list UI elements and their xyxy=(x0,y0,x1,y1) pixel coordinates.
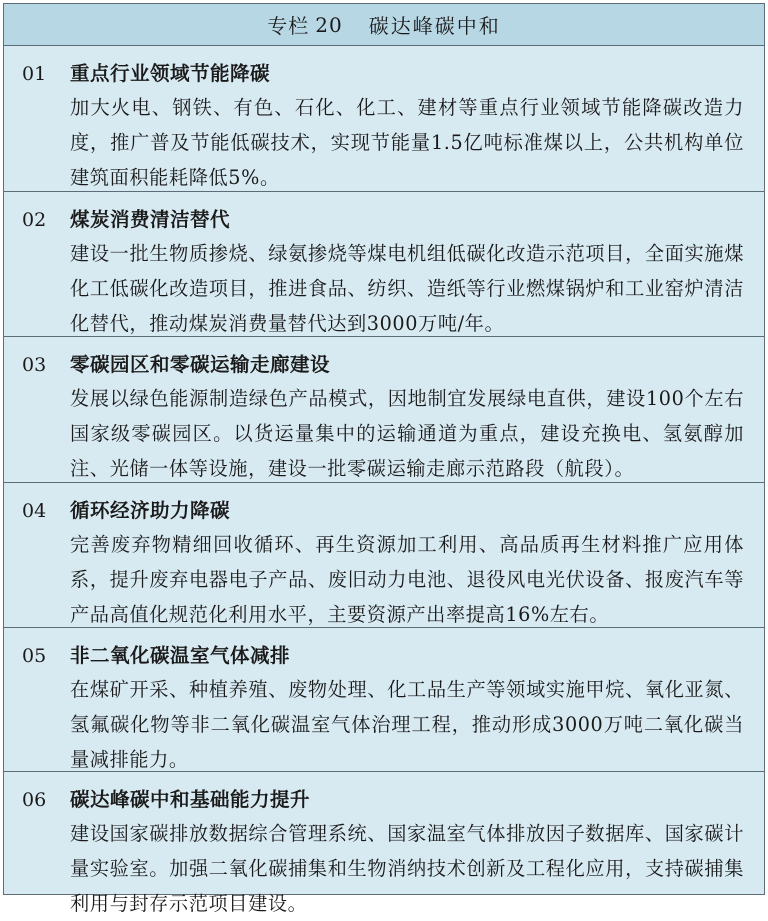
section-header xyxy=(4,640,744,672)
column-title: 碳达峰碳中和 xyxy=(368,14,501,38)
section-header xyxy=(4,784,744,816)
section-number: 02 xyxy=(22,209,47,231)
section-item xyxy=(4,628,764,772)
section-title: 煤炭消费清洁替代 xyxy=(70,208,231,231)
section-title: 循环经济助力降碳 xyxy=(70,499,231,522)
section-number: 05 xyxy=(22,645,47,667)
column-number: 20 xyxy=(315,12,343,37)
section-number: 06 xyxy=(22,789,47,811)
column-title-bar xyxy=(4,4,764,46)
section-title: 非二氧化碳温室气体减排 xyxy=(70,644,291,667)
section-item xyxy=(4,192,764,337)
section-number: 04 xyxy=(22,500,47,522)
column-label: 专栏 xyxy=(267,14,310,38)
section-body: 建设一批生物质掺烧、绿氨掺烧等煤电机组低碳化改造示范项目，全面实施煤化工低碳化改造项目，推进食品、纺织、造纸等行业燃煤锅炉和工业窑炉清洁化替代，推动煤炭消费量替代达到3000万吨/年。 xyxy=(70,242,744,335)
section-body: 建设国家碳排放数据综合管理系统、国家温室气体排放因子数据库、国家碳计量实验室。加强二氧化碳捕集和生物消纳技术创新及工程化应用，支持碳捕集利用与封存示范项目建设。 xyxy=(70,822,744,915)
column-box xyxy=(3,3,765,915)
section-item xyxy=(4,483,764,628)
section-body: 加大火电、钢铁、有色、石化、化工、建材等重点行业领域节能降碳改造力度，推广普及节能低碳技术，实现节能量1.5亿吨标准煤以上，公共机构单位建筑面积能耗降低5%。 xyxy=(70,96,744,189)
section-header xyxy=(4,349,744,381)
section-body: 发展以绿色能源制造绿色产品模式，因地制宜发展绿电直供，建设100个左右国家级零碳园区。以货运量集中的运输通道为重点，建设充换电、氢氨醇加注、光储一体等设施，建设一批零碳运输走廊示范路段（航段）。 xyxy=(70,387,744,480)
section-title: 重点行业领域节能降碳 xyxy=(70,62,271,85)
section-title: 零碳园区和零碳运输走廊建设 xyxy=(70,353,331,376)
section-number: 03 xyxy=(22,354,47,376)
section-title: 碳达峰碳中和基础能力提升 xyxy=(70,788,311,811)
section-header xyxy=(4,58,744,90)
section-item xyxy=(4,772,764,914)
section-number: 01 xyxy=(22,63,47,85)
section-body: 在煤矿开采、种植养殖、废物处理、化工品生产等领域实施甲烷、氧化亚氮、氢氟碳化物等非二氧化碳温室气体治理工程，推动形成3000万吨二氧化碳当量减排能力。 xyxy=(70,678,744,771)
section-header xyxy=(4,495,744,527)
section-item xyxy=(4,337,764,483)
section-body: 完善废弃物精细回收循环、再生资源加工利用、高品质再生材料推广应用体系，提升废弃电器电子产品、废旧动力电池、退役风电光伏设备、报废汽车等产品高值化规范化利用水平，主要资源产出率提高16%左右。 xyxy=(70,533,744,626)
section-item xyxy=(4,46,764,192)
section-header xyxy=(4,204,744,236)
